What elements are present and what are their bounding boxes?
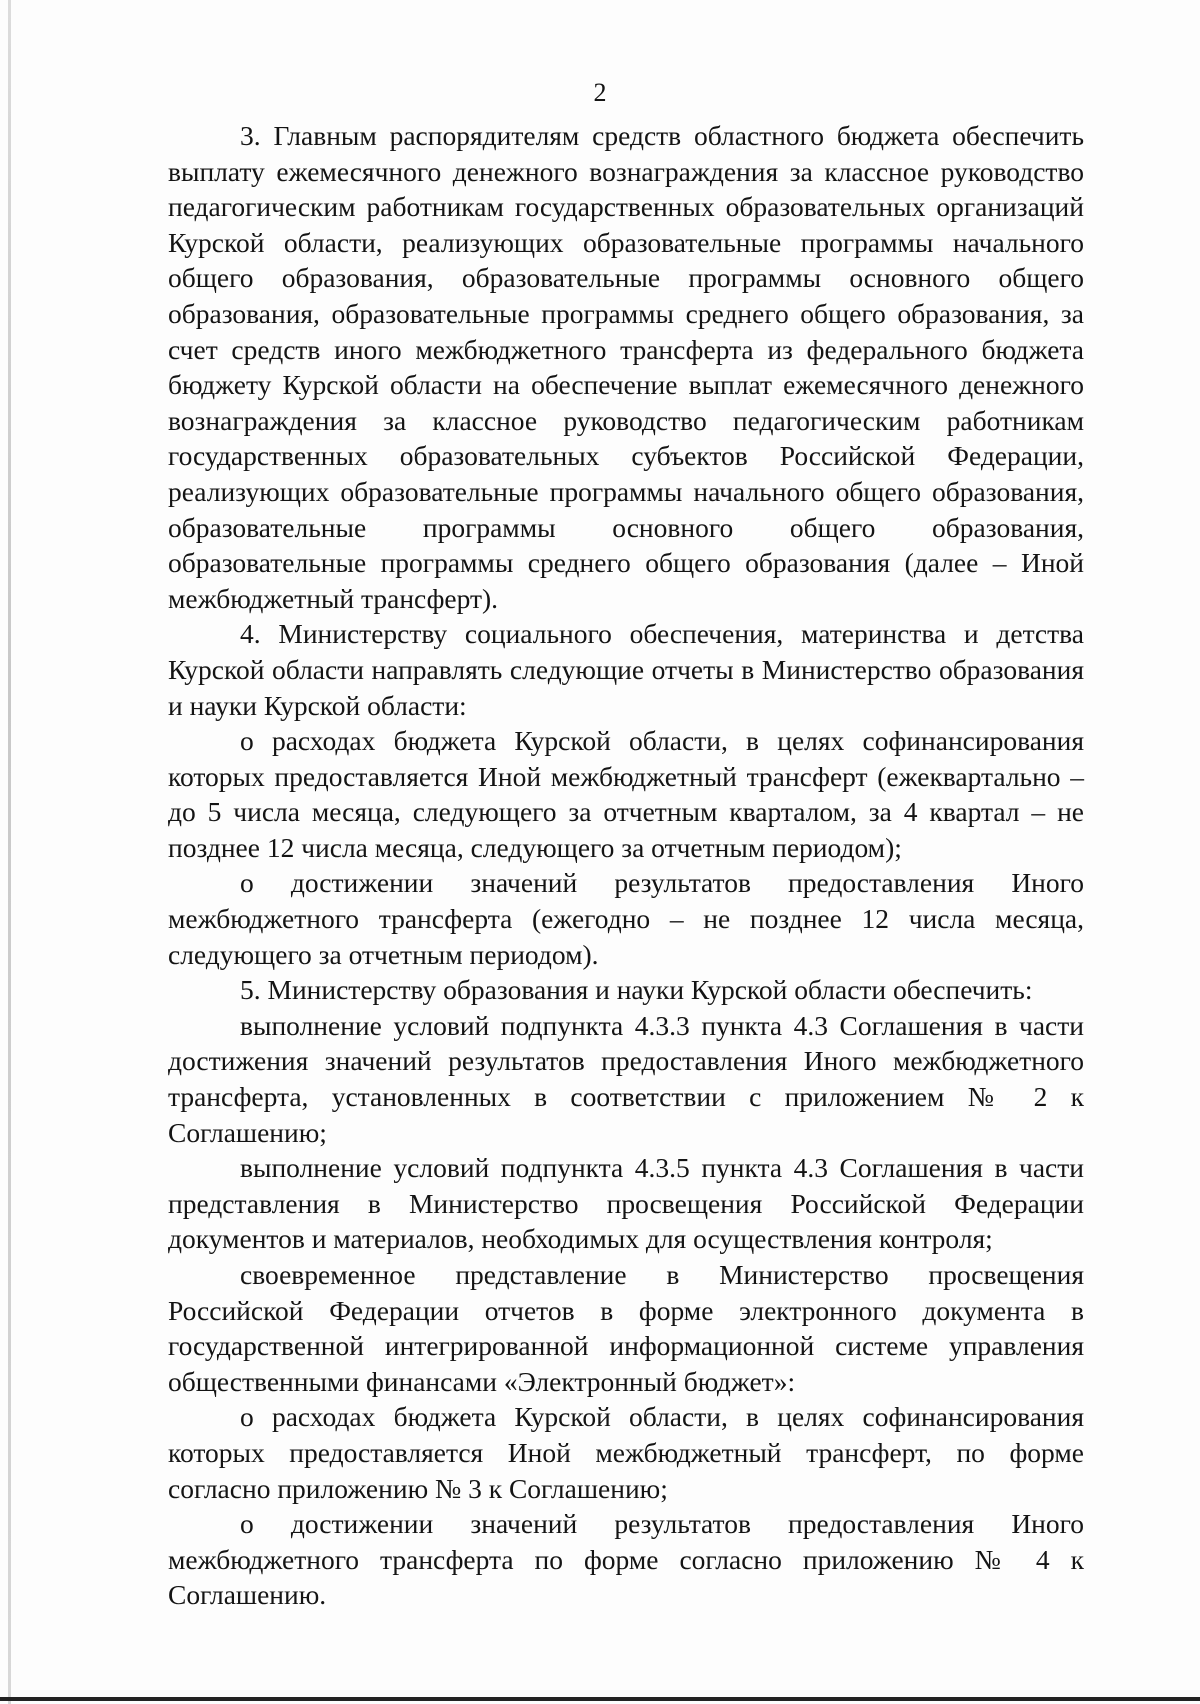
paragraph-item-4: 4. Министерству социального обеспечения, материнства и детства Курской области направлять следующие отчеты в Министерство образования и науки Курской области: — [168, 618, 1084, 721]
paragraph-form-appendix-4: о достижении значений результатов предоставления Иного межбюджетного трансферта по форме согласно приложению № 4 к Соглашению. — [168, 1508, 1084, 1611]
paragraph-condition-4-3-3: выполнение условий подпункта 4.3.3 пункта 4.3 Соглашения в части достижения значений результатов предоставления Иного межбюджетного трансферта, установленных в соответствии с приложением № 2 к Соглашению; — [168, 1009, 1084, 1148]
paragraph-report-results: о достижении значений результатов предоставления Иного межбюджетного трансферта (ежегодно – не позднее 12 числа месяца, следующего за отчетным периодом). — [168, 867, 1084, 970]
paragraph-item-3: 3. Главным распорядителям средств областного бюджета обеспечить выплату ежемесячного денежного вознаграждения за классное руководство педагогическим работникам государственных образовательных организаций Курской области, реализующих образовательные программы начального общего образования, образовательные программы основного общего образования, образовательные программы среднего общего образования, за счет средств иного межбюджетного трансферта из федерального бюджета бюджету Курской области на обеспечение выплат ежемесячного денежного вознаграждения за классное руководство педагогическим работникам государственных образовательных субъектов Российской Федерации, реализующих образовательные программы начального общего образования, образовательные программы основного общего образования, образовательные программы среднего общего образования (далее – Иной межбюджетный трансферт). — [168, 120, 1084, 614]
page-number: 2 — [593, 78, 607, 107]
paragraph-condition-4-3-5: выполнение условий подпункта 4.3.5 пункта 4.3 Соглашения в части представления в Министерство просвещения Российской Федерации документов и материалов, необходимых для осуществления контроля; — [168, 1152, 1084, 1255]
paragraph-form-appendix-3: о расходах бюджета Курской области, в целях софинансирования которых предоставляется Иной межбюджетный трансферт, по форме согласно приложению № 3 к Соглашению; — [168, 1401, 1084, 1504]
paragraph-timely-reports: своевременное представление в Министерство просвещения Российской Федерации отчетов в форме электронного документа в государственной интегрированной информационной системе управления общественными финансами «Электронный бюджет»: — [168, 1259, 1084, 1397]
paragraph-item-5: 5. Министерству образования и науки Курской области обеспечить: — [240, 974, 1033, 1006]
document-body — [168, 118, 1084, 1613]
scan-left-edge — [8, 0, 11, 1704]
scan-bottom-edge — [0, 1697, 1200, 1701]
paragraph-report-expenses: о расходах бюджета Курской области, в целях софинансирования которых предоставляется Иной межбюджетный трансферт (ежеквартально – до 5 числа месяца, следующего за отчетным кварталом, за 4 квартал – не позднее 12 числа месяца, следующего за отчетным периодом); — [168, 725, 1084, 863]
